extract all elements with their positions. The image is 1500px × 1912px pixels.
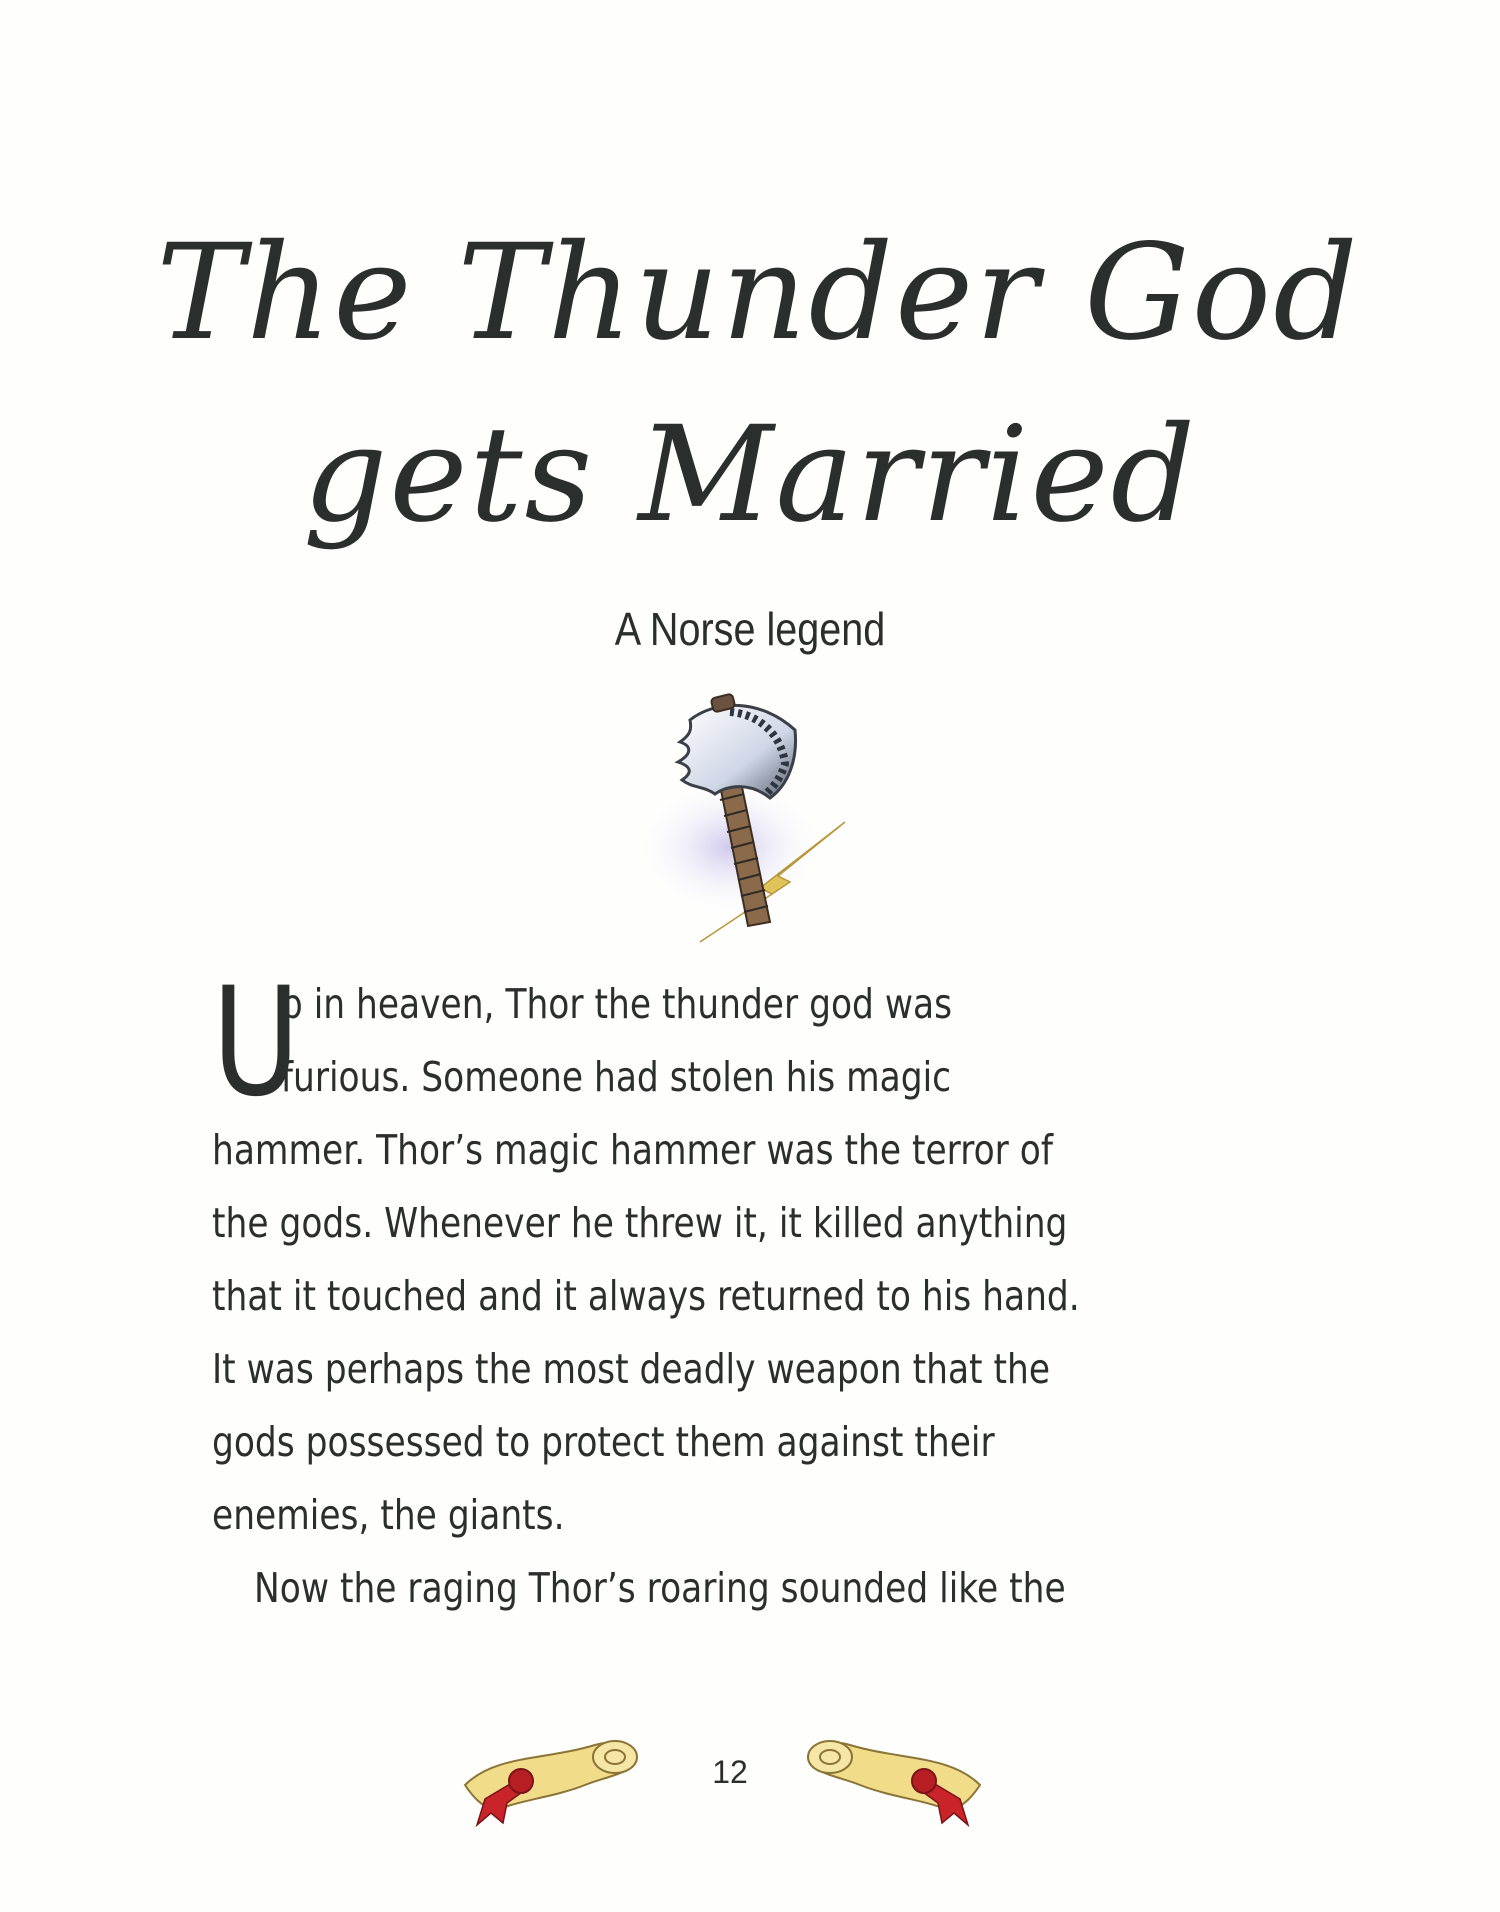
body-line-9: Now the raging Thor’s roaring sounded like the — [254, 1564, 1066, 1612]
body-line-4: the gods. Whenever he threw it, it killed anything — [212, 1199, 1068, 1247]
body-line-8: enemies, the giants. — [212, 1491, 565, 1539]
body-line-6: It was perhaps the most deadly weapon that the — [212, 1345, 1051, 1393]
body-line-5: that it touched and it always returned to his hand. — [212, 1272, 1080, 1320]
body-line-1: p in heaven, Thor the thunder god was — [280, 980, 953, 1028]
page-title-line-1: The Thunder God — [156, 216, 1360, 370]
page-subtitle: A Norse legend — [614, 603, 886, 655]
body-line-2: furious. Someone had stolen his magic — [280, 1053, 952, 1101]
scroll-right-icon — [800, 1715, 990, 1835]
thor-hammer-axe-icon — [620, 690, 850, 950]
body-line-7: gods possessed to protect them against their — [212, 1418, 995, 1466]
scroll-left-icon — [455, 1715, 645, 1835]
page-number: 12 — [712, 1754, 748, 1790]
page-title-line-2: gets Married — [302, 398, 1198, 552]
body-line-3: hammer. Thor’s magic hammer was the terror of — [212, 1126, 1053, 1174]
story-body-text — [212, 956, 1252, 1625]
drop-cap-letter: U — [212, 956, 300, 1130]
